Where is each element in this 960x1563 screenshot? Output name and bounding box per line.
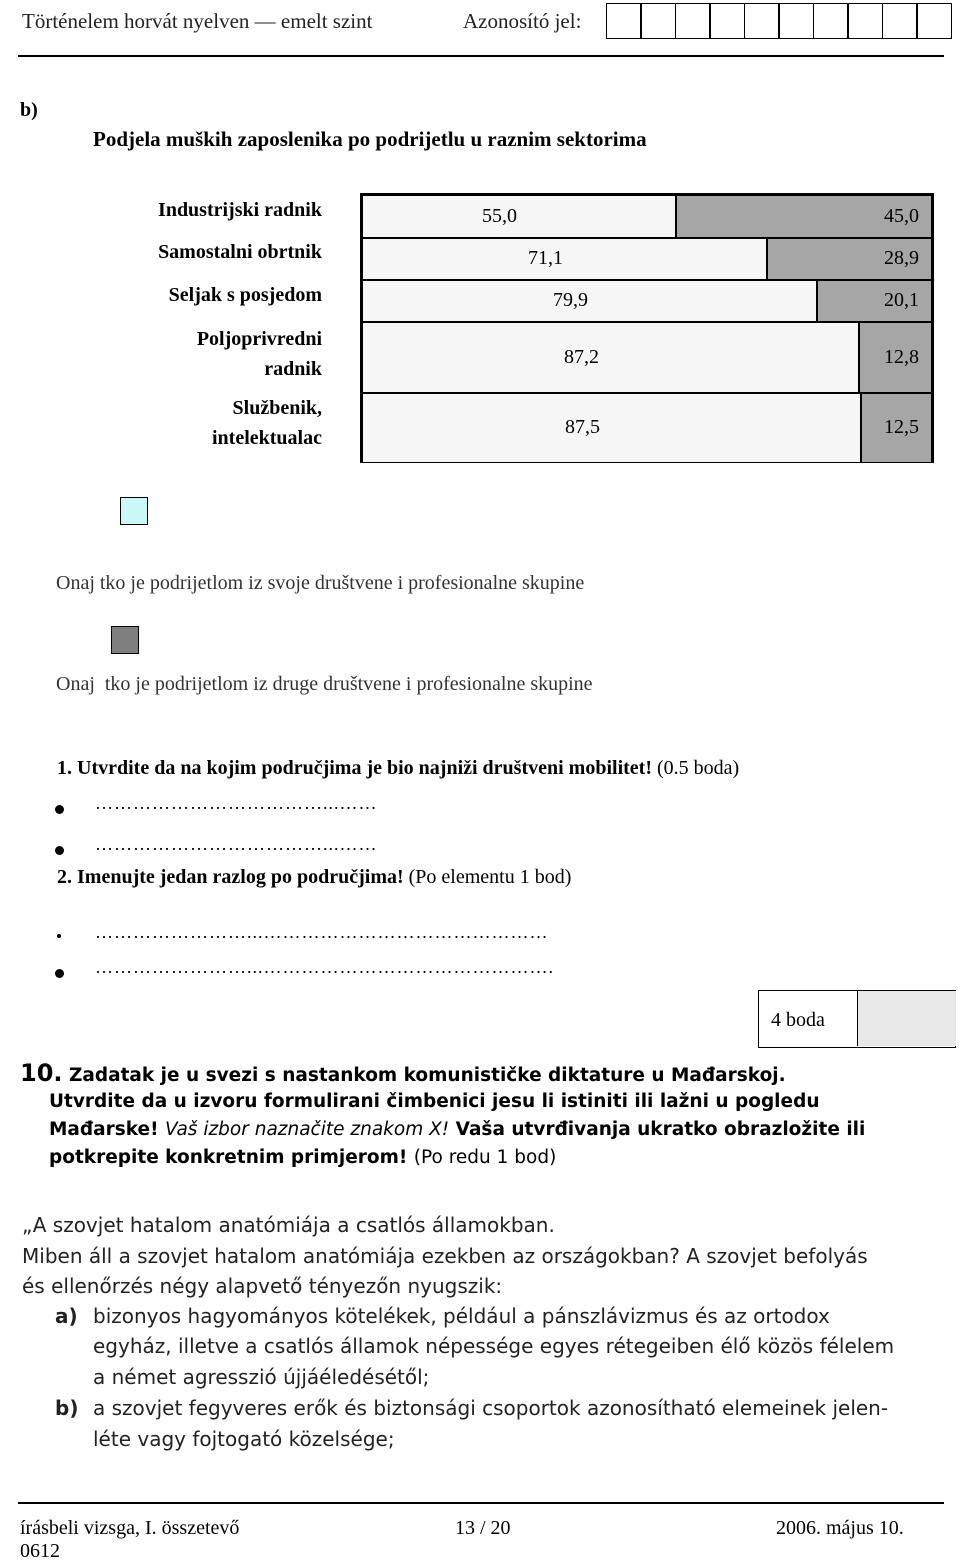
bar-segment-other-group [817, 280, 932, 322]
header-divider [18, 55, 944, 57]
legend-text-own-group: Onaj tko je podrijetlom iz svoje društvene i profesionalne skupine [56, 572, 585, 594]
category-label-line: intelektualac [212, 427, 322, 449]
category-label-line: Poljoprivredni [196, 328, 322, 350]
id-digit-box[interactable] [882, 3, 918, 39]
id-digit-box[interactable] [778, 3, 814, 39]
chart-frame [360, 193, 934, 463]
id-digit-box[interactable] [744, 3, 780, 39]
legend-swatch-own-group [120, 497, 148, 525]
footer-divider [18, 1502, 944, 1504]
item-b-label: b) [55, 1396, 79, 1420]
bullet-icon [55, 805, 64, 814]
source-intro-1: Miben áll a szovjet hatalom anatómiája ezekben az országokban? A szovjet befolyás [22, 1244, 868, 1268]
bar-segment-other-group [676, 195, 932, 238]
task-10-line-3 [49, 1119, 865, 1140]
bar-segment-own-group [362, 393, 861, 463]
bullet-icon [57, 934, 61, 938]
task-10-title: Zadatak je u svezi s nastankom komunističke diktature u Mađarskoj. [68, 1065, 786, 1086]
bar-value-label: 28,9 [884, 247, 919, 269]
bar-value-label: 79,9 [553, 289, 588, 311]
footer-code: 0612 [20, 1540, 60, 1562]
task-10-text: Vaša utvrđivanja ukratko obrazložite ili [455, 1119, 866, 1140]
id-digit-box[interactable] [709, 3, 745, 39]
bar-segment-own-group [362, 280, 817, 322]
id-input-boxes[interactable] [607, 3, 952, 39]
item-b-line-1: a szovjet fegyveres erők és biztonsági csoportok azonosítható elemeinek jelen- [93, 1396, 889, 1420]
task-10-line-2: Utvrdite da u izvoru formulirani čimbenici jesu li istiniti ili lažni u pogledu [49, 1091, 820, 1112]
legend-text-other-group: Onaj tko je podrijetlom iz druge društvene i profesionalne skupine [56, 673, 593, 695]
id-digit-box[interactable] [675, 3, 711, 39]
bullet-icon [55, 846, 64, 855]
question-1-points: (0.5 boda) [657, 757, 740, 779]
task-10-line-1 [20, 1059, 786, 1087]
chart-title: Podjela muških zaposlenika po podrijetlu u raznim sektorima [93, 127, 647, 151]
category-label [169, 283, 322, 307]
question-1-text: 1. Utvrdite da na kojim područjima je bio najniži društveni mobilitet! [57, 757, 652, 779]
category-label-line: radnik [264, 358, 322, 380]
id-digit-box[interactable] [640, 3, 676, 39]
bar-segment-other-group [861, 393, 932, 463]
task-number: 10. [20, 1059, 63, 1087]
category-label-line: Službenik, [232, 397, 322, 419]
id-digit-box[interactable] [916, 3, 952, 39]
id-label: Azonosító jel: [463, 9, 582, 33]
bar-value-label: 87,2 [564, 346, 599, 368]
section-label: b) [20, 99, 38, 121]
category-label [197, 327, 322, 381]
category-label [158, 198, 322, 222]
score-label: 4 boda [771, 1009, 825, 1031]
footer-date: 2006. május 10. [776, 1517, 904, 1539]
bar-segment-own-group [362, 195, 676, 238]
header-title: Történelem horvát nyelven — emelt szint [22, 9, 373, 33]
item-a-line-1: bizonyos hagyományos kötelékek, például a pánszlávizmus és az ortodox [93, 1304, 830, 1328]
task-10-points: (Po redu 1 bod) [413, 1147, 557, 1168]
task-10-line-4 [49, 1147, 556, 1168]
bar-segment-other-group [767, 238, 932, 280]
score-box [758, 990, 956, 1048]
question-2-text: 2. Imenujte jedan razlog po područjima! [57, 866, 404, 888]
score-input-cell[interactable] [857, 991, 956, 1046]
answer-line-1a[interactable]: ………………………………...…… [95, 793, 378, 813]
bar-value-label: 87,5 [565, 416, 600, 438]
answer-line-2a[interactable]: ……………………...……………………………………… [95, 922, 549, 942]
question-2-points: (Po elementu 1 bod) [408, 866, 572, 888]
category-label-line: Samostalni obrtnik [158, 241, 322, 263]
source-intro-2: és ellenőrzés négy alapvető tényezőn nyugszik: [22, 1274, 503, 1298]
bar-value-label: 55,0 [482, 205, 517, 227]
bar-segment-other-group [859, 322, 932, 393]
answer-line-2b[interactable]: ……………………...………………………………………. [95, 957, 554, 977]
id-digit-box[interactable] [813, 3, 849, 39]
category-label-line: Industrijski radnik [158, 199, 322, 221]
category-label [212, 396, 322, 450]
item-a-line-2: egyház, illetve a csatlós államok népessége egyes rétegeiben élő közös félelem [93, 1334, 895, 1358]
bar-value-label: 12,8 [884, 346, 919, 368]
item-a-label: a) [55, 1304, 78, 1328]
bar-value-label: 12,5 [884, 416, 919, 438]
id-digit-box[interactable] [606, 3, 642, 39]
item-a-line-3: a német agresszió újjáéledésétől; [93, 1365, 430, 1389]
bar-value-label: 45,0 [884, 205, 919, 227]
bullet-icon [55, 969, 64, 978]
task-10-text: Mađarske! [49, 1119, 159, 1140]
question-1 [57, 757, 739, 780]
answer-line-1b[interactable]: ………………………………...…… [95, 834, 378, 854]
bar-segment-own-group [362, 322, 859, 393]
category-label-line: Seljak s posjedom [168, 284, 322, 306]
legend-swatch-other-group [111, 626, 139, 654]
question-2 [57, 866, 571, 889]
bar-segment-own-group [362, 238, 767, 280]
footer-exam-part: írásbeli vizsga, I. összetevő [20, 1517, 240, 1539]
task-10-text: potkrepite konkretnim primjerom! [49, 1147, 408, 1168]
item-b-line-2: léte vagy fojtogató közelsége; [93, 1427, 395, 1451]
footer-page-number: 13 / 20 [455, 1517, 511, 1539]
bar-value-label: 20,1 [884, 289, 919, 311]
category-label [158, 240, 322, 264]
bar-value-label: 71,1 [528, 247, 563, 269]
id-digit-box[interactable] [847, 3, 883, 39]
task-10-instruction: Vaš izbor naznačite znakom X! [165, 1119, 450, 1140]
source-title: „A szovjet hatalom anatómiája a csatlós államokban. [22, 1213, 555, 1237]
